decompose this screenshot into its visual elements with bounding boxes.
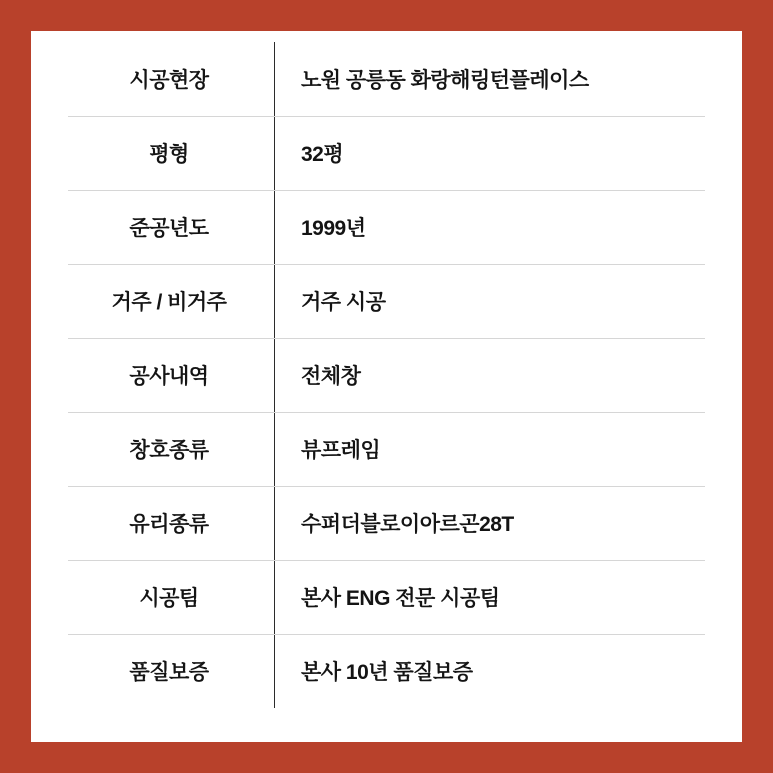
table-row <box>68 486 705 560</box>
row-value: 32평 <box>275 116 706 190</box>
row-value: 본사 10년 품질보증 <box>301 661 473 685</box>
row-label: 거주 / 비거주 <box>68 264 275 338</box>
table-row <box>68 116 705 190</box>
row-value: 노원 공릉동 화랑해링턴플레이스 <box>275 42 706 116</box>
row-value: 뷰프레임 <box>275 412 706 486</box>
spec-card <box>31 31 742 742</box>
row-value: 거주 시공 <box>275 264 706 338</box>
table-row <box>68 264 705 338</box>
row-value: 수퍼더블로이아르곤28T <box>275 486 706 560</box>
row-label: 준공년도 <box>68 190 275 264</box>
row-label: 평형 <box>68 116 275 190</box>
row-value: 본사 ENG 전문 시공팀 <box>275 560 706 634</box>
row-label: 유리종류 <box>68 486 275 560</box>
row-label: 시공현장 <box>68 42 275 116</box>
row-value: 전체창 <box>275 338 706 412</box>
row-label: 창호종류 <box>68 412 275 486</box>
table-row <box>68 190 705 264</box>
table-row <box>68 42 705 116</box>
row-value: 1999년 <box>275 190 706 264</box>
row-label: 시공팀 <box>68 560 275 634</box>
table-row <box>68 560 705 634</box>
table-row <box>68 634 705 708</box>
row-label: 공사내역 <box>68 338 275 412</box>
table-row <box>68 412 705 486</box>
table-row <box>68 338 705 412</box>
specification-table <box>68 42 705 708</box>
row-label: 품질보증 <box>68 634 275 708</box>
